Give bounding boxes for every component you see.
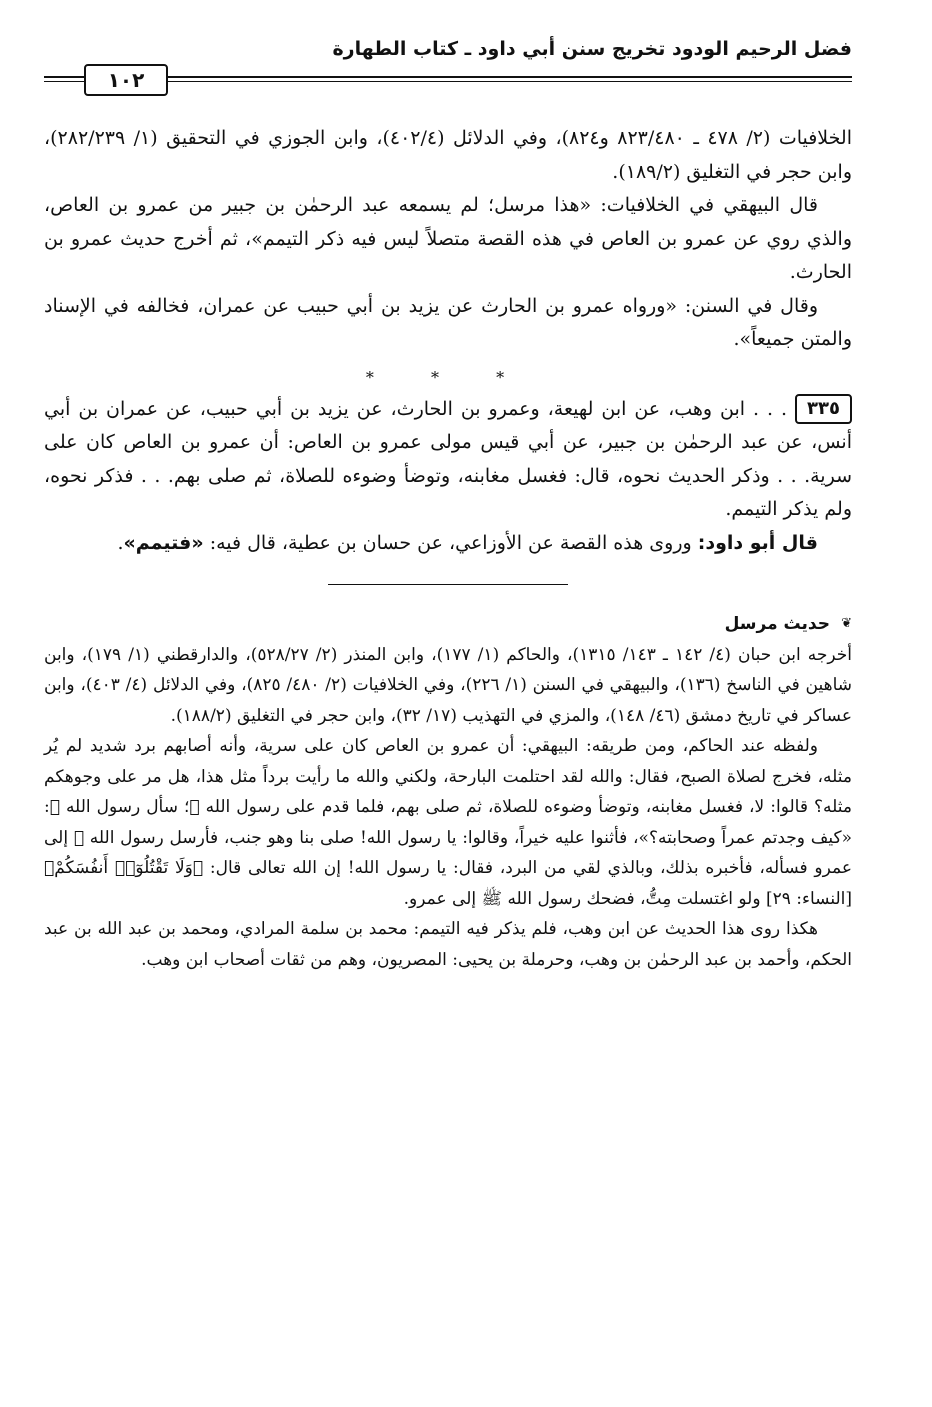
running-title: فضل الرحيم الودود تخريج سنن أبي داود ـ كتاب الطهارة — [332, 38, 852, 60]
page-number-ornament — [44, 68, 204, 106]
commentary-paragraph-hakim: ولفظه عند الحاكم، ومن طريقه: البيهقي: أن عمرو بن العاص كان على سرية، وأنه أصابهم برد شديد لم يُر مثله، فخرج لصلاة الصبح، فقال: والله لقد احتلمت البارحة، ولكني والله ما رأيت برداً مثل هذا، هل مر على وجوهكم مثله؟ قالوا: لا، فغسل مغابنه، وتوضأ وضوءه للصلاة، ثم صلى بهم، فلما قدم على رسول الله ﷺ؛ سأل رسول الله ﷺ: «كيف وجدتم عمراً وصحابته؟»، فأثنوا عليه خيراً، وقالوا: يا رسول الله! صلى بنا وهو جنب، فأرسل رسول الله ﷺ إلى عمرو فسأله، فأخبره بذلك، وبالذي لقي من البرد، فقال: يا رسول الله! إن الله تعالى قال: ﴿وَلَا تَقْتُلُوٓا۟ أَنفُسَكُمْ﴾ [النساء: ٢٩] ولو اغتسلت مِتُّ، فضحك رسول الله ﷺ إلى عمرو. — [44, 736, 852, 909]
hadith-paragraph — [44, 393, 852, 527]
running-header — [44, 30, 852, 92]
page-number: ١٠٢ — [84, 64, 168, 96]
book-icon: ❦ — [841, 616, 852, 632]
paragraph-continuation: الخلافيات (٢/ ٤٧٨ ـ ٨٢٣/٤٨٠ و٨٢٤)، وفي الدلائل (٤٠٢/٤)، وابن الجوزي في التحقيق (١/ ٢٨٢/٢٣٩)، وابن حجر في التغليق (١٨٩/٢). — [44, 127, 852, 183]
main-text — [44, 122, 852, 975]
commentary — [44, 609, 852, 975]
abu-dawud-label: قال أبو داود: — [697, 531, 818, 554]
commentary-heading-text: حديث مرسل — [724, 614, 830, 634]
abu-dawud-text: وروى هذه القصة عن الأوزاعي، عن حسان بن عطية، قال فيه: — [209, 531, 692, 554]
commentary-paragraph-takhrij: أخرجه ابن حبان (٤/ ١٤٢ ـ ١٤٣/ ١٣١٥)، والحاكم (١/ ١٧٧)، وابن المنذر (٢/ ٥٢٨/٢٧)، والدارقطني (١/ ١٧٩)، وابن شاهين في الناسخ (١٣٦)، والبيهقي في السنن (١/ ٢٢٦)، وفي الخلافيات (٢/ ٤٨٠/ ٨٢٥)، وفي الدلائل (٤/ ٤٠٣)، وابن عساكر في تاريخ دمشق (٤٦/ ١٤٨)، والمزي في التهذيب (١٧/ ٣٢)، وابن حجر في التغليق (١٨٨/٢). — [44, 644, 853, 726]
abu-dawud-quote: «فتيمم» — [123, 531, 204, 554]
footnote-divider — [328, 584, 568, 585]
section-separator: * * * — [365, 367, 531, 387]
hadith-number: ٣٣٥ — [795, 394, 852, 424]
abu-dawud-end: . — [117, 531, 124, 554]
abu-dawud-paragraph — [44, 527, 852, 561]
paragraph-bayhaqi-sunan: وقال في السنن: «ورواه عمرو بن الحارث عن يزيد بن أبي حبيب عن عمران، فخالفه في الإسناد والمتن جميعاً». — [44, 294, 852, 350]
book-page — [44, 30, 852, 1370]
commentary-paragraph-ibn-wahb: هكذا روى هذا الحديث عن ابن وهب، فلم يذكر فيه التيمم: محمد بن سلمة المرادي، ومحمد بن عبد الله بن عبد الحكم، وأحمد بن عبد الرحمٰن بن وهب، وحرملة بن يحيى: المصريون، وهم من ثقات أصحاب ابن وهب. — [44, 919, 852, 970]
hadith-text: . . . ابن وهب، عن ابن لهيعة، وعمرو بن الحارث، عن يزيد بن أبي حبيب، عن عمران بن أبي أنس، عن عبد الرحمٰن بن جبير، عن أبي قيس مولى عمرو بن العاص: أن عمرو بن العاص كان على سرية. . . وذكر الحديث نحوه، قال: فغسل مغابنه، وتوضأ وضوءه للصلاة، ثم صلى بهم. . . فذكر نحوه، ولم يذكر التيمم. — [44, 397, 852, 520]
commentary-heading — [44, 609, 852, 640]
paragraph-bayhaqi-khilafiyat: قال البيهقي في الخلافيات: «هذا مرسل؛ لم يسمعه عبد الرحمٰن بن جبير من عمرو بن العاص، والذي روي عن عمرو بن العاص في هذه القصة متصلاً ليس فيه ذكر التيمم»، ثم أخرج حديث عمرو بن الحارث. — [44, 194, 852, 283]
